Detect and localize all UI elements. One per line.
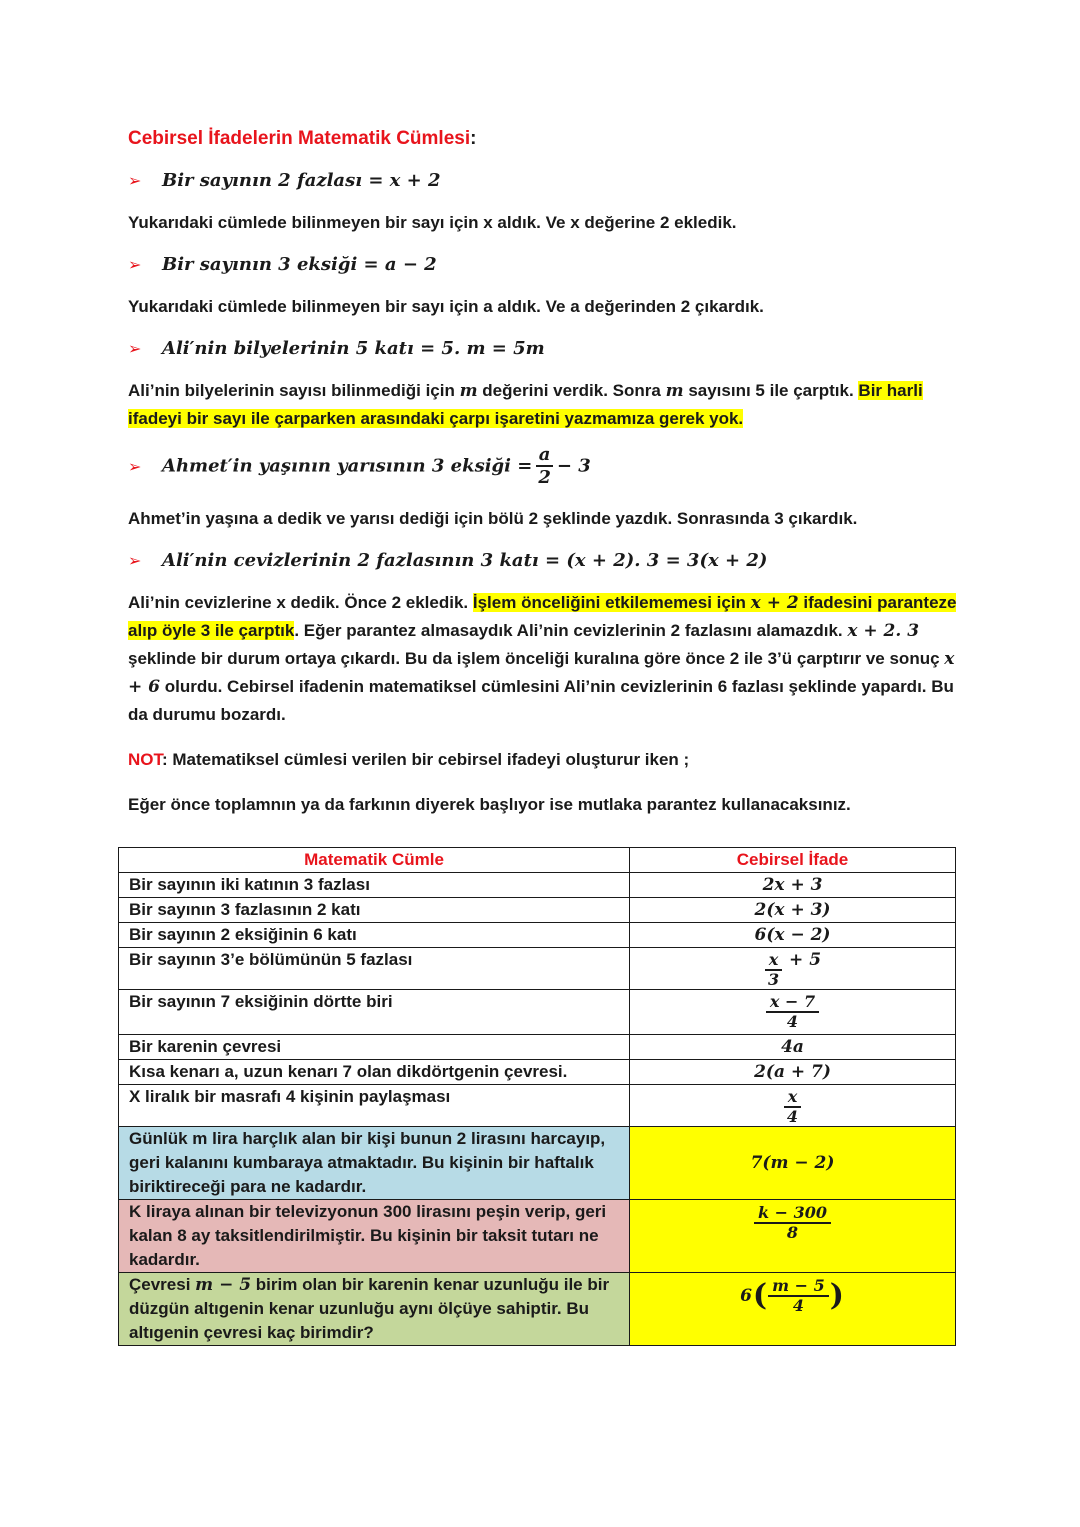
expression-cell: 7(m − 2) [630, 1127, 956, 1200]
expression-cell: 6 ( $\frac{m - 5}{4}$ ) [630, 1273, 956, 1346]
expression-cell: 2x + 3 [630, 873, 956, 898]
note-label: NOT [128, 750, 162, 769]
arrow-bullet-icon: ➢ [128, 172, 142, 190]
explanation-paragraph: Yukarıdaki cümlede bilinmeyen bir sayı için a aldık. Ve a değerinden 2 çıkardık. [128, 297, 764, 316]
table-row [119, 923, 956, 948]
expressions-table [118, 847, 956, 1346]
bullet-item [128, 170, 958, 191]
expression-cell: 4a [630, 1035, 956, 1060]
bullet-item [128, 254, 958, 275]
bullet-expression: Bir sayının 2 fazlası = x + 2 [162, 170, 441, 191]
expression-cell: $\frac{x}{4}$ [630, 1085, 956, 1127]
table-header-row [119, 848, 956, 873]
expression-cell: $\frac{k - 300}{8}$ [630, 1200, 956, 1273]
page-title: Cebirsel İfadelerin Matematik Cümlesi: [128, 128, 477, 149]
explanation-paragraph: Yukarıdaki cümlede bilinmeyen bir sayı için x aldık. Ve x değerine 2 ekledik. [128, 213, 737, 232]
arrow-bullet-icon: ➢ [128, 256, 142, 274]
bullet-item [128, 446, 958, 487]
table-row [119, 1127, 956, 1200]
sentence-cell: Bir sayının 2 eksiğinin 6 katı [119, 923, 630, 948]
explanation-paragraph: Ahmet’in yaşına a dedik ve yarısı dediği için bölü 2 şeklinde yazdık. Sonrasında 3 çıkardık. [128, 509, 858, 528]
table-row [119, 1060, 956, 1085]
explanation-paragraph: Ali’nin bilyelerinin sayısı bilinmediği için m değerini verdik. Sonra m sayısını 5 ile çarptık. Bir harli ifadeyi bir sayı ile çarparken arasındaki çarpı işaretini yazmamıza gerek yok. [128, 381, 923, 428]
highlighted-text: İşlem önceliğini etkilememesi için x + 2 ifadesini paranteze alıp öyle 3 ile çarptık [128, 593, 957, 640]
sentence-cell: Bir sayının 3 fazlasının 2 katı [119, 898, 630, 923]
sentence-cell: Bir sayının 7 eksiğinin dörtte biri [119, 990, 630, 1035]
table-row [119, 1035, 956, 1060]
arrow-bullet-icon: ➢ [128, 458, 142, 476]
expression-cell: 2(a + 7) [630, 1060, 956, 1085]
expression-cell: $\frac{x}{3}$ + 5 [630, 948, 956, 990]
table-row [119, 1085, 956, 1127]
word-problem-cell: Günlük m lira harçlık alan bir kişi bunun 2 lirasını harcayıp, geri kalanını kumbaraya atmaktadır. Bu kişinin bir haftalık biriktireceği para ne kadardır. [119, 1127, 630, 1200]
bullet-item [128, 338, 958, 359]
bullet-expression: Ali′nin cevizlerinin 2 fazlasının 3 katı = (x + 2). 3 = 3(x + 2) [162, 550, 768, 571]
explanation-paragraph: Ali’nin cevizlerine x dedik. Önce 2 ekledik. İşlem önceliğini etkilememesi için x + 2 ifadesini paranteze alıp öyle 3 ile çarptık. Eğer parantez almasaydık Ali’nin cevizlerinin 2 fazlasını alamazdık. x + 2. 3 şeklinde bir durum ortaya çıkardı. Bu da işlem önceliği kuralına göre önce 2 ile 3’ü çarptırır ve sonuç x + 6 olurdu. Cebirsel ifadenin matematiksel cümlesini Ali’nin cevizlerinin 6 fazlası şeklinde yapardı. Bu da durumu bozardı. [128, 593, 957, 724]
document-page [128, 128, 958, 836]
expression-cell: 6(x − 2) [630, 923, 956, 948]
sentence-cell: Bir sayının 3’e bölümünün 5 fazlası [119, 948, 630, 990]
column-header: Cebirsel İfade [630, 848, 956, 873]
explanation-paragraph: Eğer önce toplamnın ya da farkının diyerek başlıyor ise mutlaka parantez kullanacaksınız. [128, 795, 851, 814]
sentence-cell: X liralık bir masrafı 4 kişinin paylaşması [119, 1085, 630, 1127]
expression-cell: $\frac{x - 7}{4}$ [630, 990, 956, 1035]
table-row [119, 1200, 956, 1273]
table-row [119, 948, 956, 990]
expression-cell: 2(x + 3) [630, 898, 956, 923]
arrow-bullet-icon: ➢ [128, 340, 142, 358]
word-problem-cell: Çevresi m − 5 birim olan bir karenin kenar uzunluğu ile bir düzgün altıgenin kenar uzunluğu aynı ölçüye sahiptir. Bu altıgenin çevresi kaç birimdir? [119, 1273, 630, 1346]
highlighted-text: Bir harli ifadeyi bir sayı ile çarparken arasındaki çarpı işaretini yazmamıza gerek yok. [128, 381, 923, 428]
bullet-expression: Ali′nin bilyelerinin 5 katı = 5. m = 5m [162, 338, 545, 359]
bullet-expression: Bir sayının 3 eksiği = a − 2 [162, 254, 437, 275]
bullet-expression: Ahmet′in yaşının yarısının 3 eksiği = $\frac{a}{2}$ − 3 [162, 444, 591, 488]
bullet-item [128, 550, 958, 571]
sentence-cell: Bir karenin çevresi [119, 1035, 630, 1060]
sentence-cell: Kısa kenarı a, uzun kenarı 7 olan dikdörtgenin çevresi. [119, 1060, 630, 1085]
sentence-cell: Bir sayının iki katının 3 fazlası [119, 873, 630, 898]
arrow-bullet-icon: ➢ [128, 552, 142, 570]
word-problem-cell: K liraya alınan bir televizyonun 300 lirasını peşin verip, geri kalan 8 ay taksitlendirilmiştir. Bu kişinin bir taksit tutarı ne kadardır. [119, 1200, 630, 1273]
table-row [119, 1273, 956, 1346]
table-row [119, 990, 956, 1035]
note-paragraph: NOT: Matematiksel cümlesi verilen bir cebirsel ifadeyi oluşturur iken ; [128, 750, 690, 769]
table-row [119, 898, 956, 923]
column-header: Matematik Cümle [119, 848, 630, 873]
table-row [119, 873, 956, 898]
